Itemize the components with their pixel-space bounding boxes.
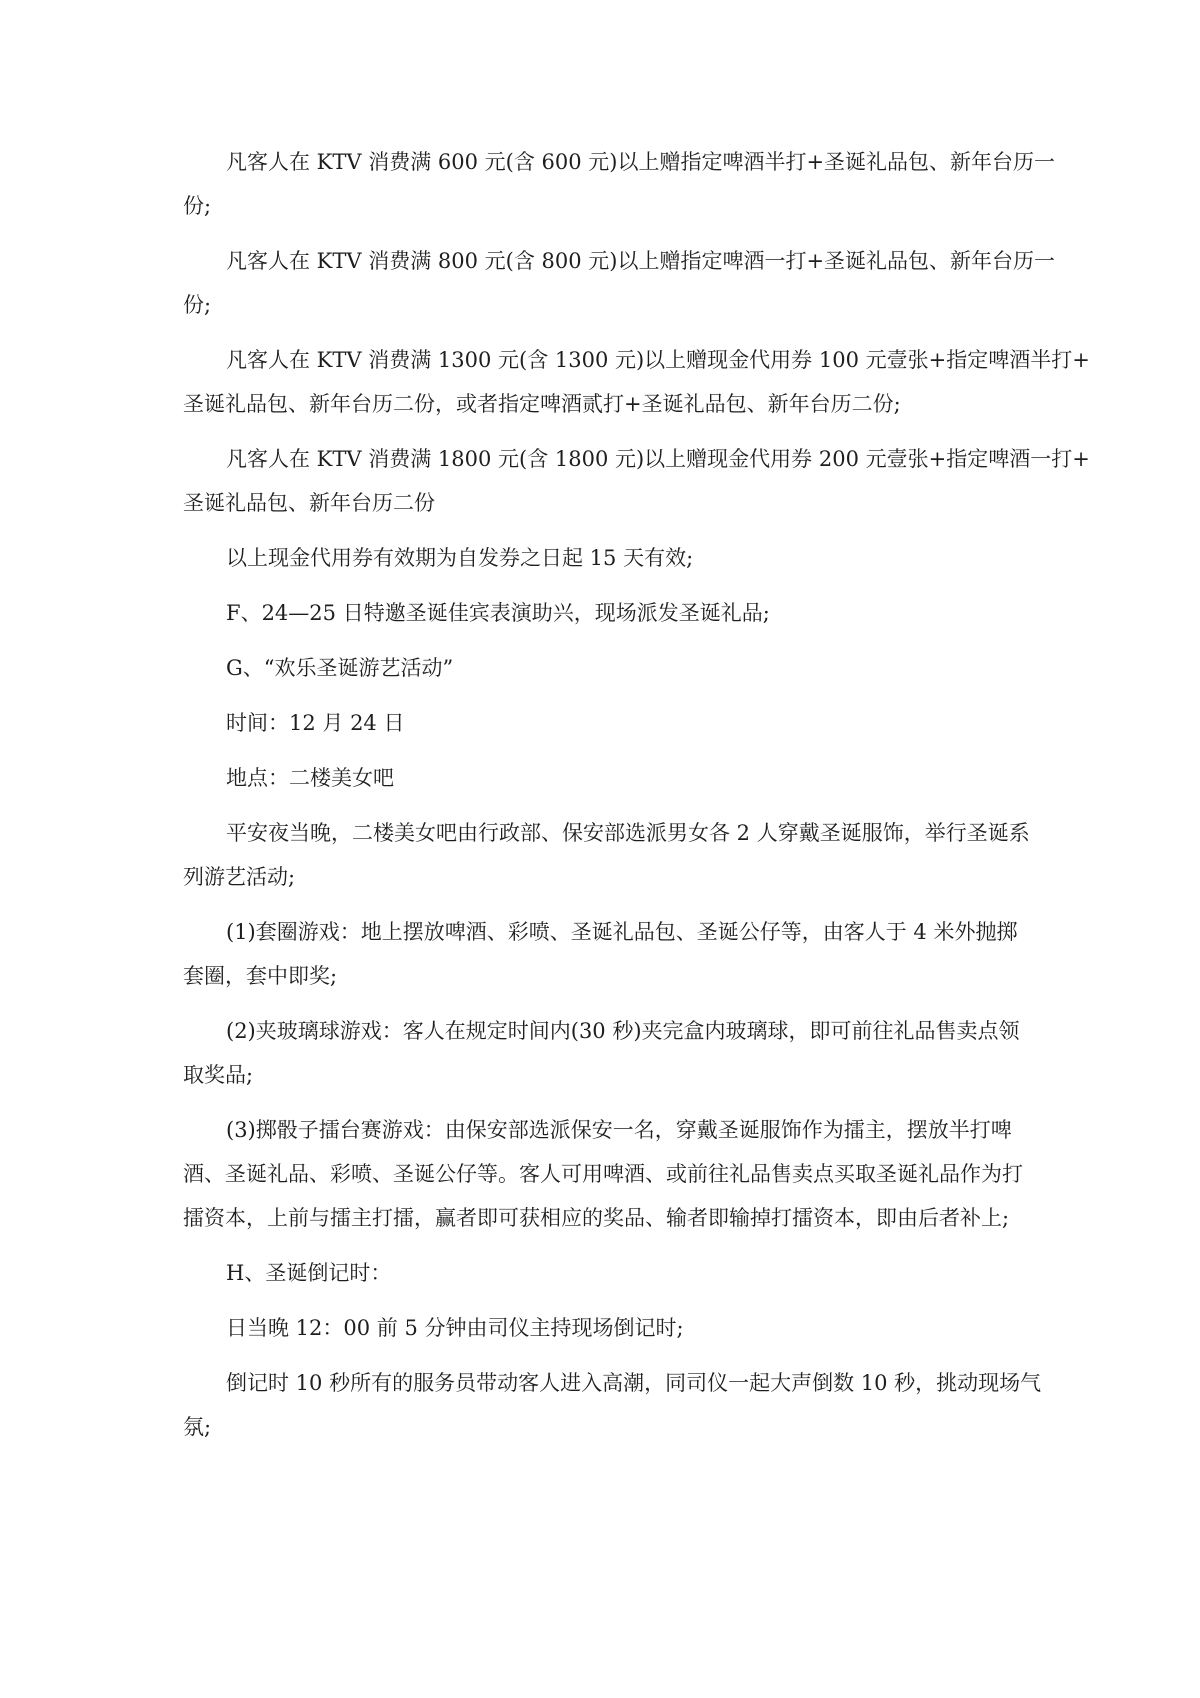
text-line: 份; (183, 293, 212, 317)
text-line: 圣诞礼品包、新年台历二份，或者指定啤酒贰打+圣诞礼品包、新年台历二份; (183, 392, 901, 416)
paragraph (183, 811, 1030, 899)
text-line: 倒记时 10 秒所有的服务员带动客人进入高潮，同司仪一起大声倒数 10 秒，挑动现场气 (226, 1371, 1042, 1395)
text-line: 凡客人在 KTV 消费满 600 元(含 600 元)以上赠指定啤酒半打+圣诞礼品包、新年台历一 (226, 150, 1056, 174)
text-line: (1)套圈游戏：地上摆放啤酒、彩喷、圣诞礼品包、圣诞公仔等，由客人于 4 米外抛掷 (226, 920, 1018, 944)
text-line: F、24—25 日特邀圣诞佳宾表演助兴，现场派发圣诞礼品; (226, 601, 770, 625)
paragraph (183, 1251, 958, 1295)
paragraph (183, 1306, 958, 1350)
text-line: 取奖品; (183, 1063, 254, 1087)
text-line: 列游艺活动; (183, 865, 296, 889)
text-line: 擂资本，上前与擂主打擂，赢者即可获相应的奖品、输者即输掉打擂资本，即由后者补上; (183, 1206, 1010, 1230)
text-line: (3)掷骰子擂台赛游戏：由保安部选派保安一名，穿戴圣诞服饰作为擂主，摆放半打啤 (226, 1118, 1012, 1142)
text-line: 氛; (183, 1415, 212, 1439)
text-line: H、圣诞倒记时： (226, 1261, 392, 1285)
text-line: 凡客人在 KTV 消费满 800 元(含 800 元)以上赠指定啤酒一打+圣诞礼品包、新年台历一 (226, 249, 1056, 273)
paragraph (183, 1009, 1020, 1097)
text-line: 份; (183, 194, 212, 218)
paragraph (183, 701, 958, 745)
paragraph (183, 910, 1018, 998)
text-line: 套圈，套中即奖; (183, 964, 338, 988)
text-line: 凡客人在 KTV 消费满 1800 元(含 1800 元)以上赠现金代用券 200 元壹张+指定啤酒一打+ (226, 447, 1090, 471)
paragraph (183, 239, 1056, 327)
paragraph (183, 437, 1090, 525)
paragraph (183, 338, 1090, 426)
paragraph (183, 536, 958, 580)
text-line: 以上现金代用券有效期为自发券之日起 15 天有效; (226, 546, 694, 570)
document-body (183, 140, 1090, 1460)
text-line: 圣诞礼品包、新年台历二份 (183, 491, 435, 515)
text-line: 酒、圣诞礼品、彩喷、圣诞公仔等。客人可用啤酒、或前往礼品售卖点买取圣诞礼品作为打 (183, 1162, 1023, 1186)
paragraph (183, 1361, 1042, 1449)
text-line: G、“欢乐圣诞游艺活动” (226, 656, 454, 680)
text-line: 平安夜当晚，二楼美女吧由行政部、保安部选派男女各 2 人穿戴圣诞服饰，举行圣诞系 (226, 821, 1030, 845)
paragraph (183, 646, 958, 690)
text-line: 地点：二楼美女吧 (226, 766, 394, 790)
paragraph (183, 1108, 1023, 1240)
text-line: 凡客人在 KTV 消费满 1300 元(含 1300 元)以上赠现金代用券 100 元壹张+指定啤酒半打+ (226, 348, 1090, 372)
text-line: (2)夹玻璃球游戏：客人在规定时间内(30 秒)夹完盒内玻璃球，即可前往礼品售卖点领 (226, 1019, 1020, 1043)
text-line: 日当晚 12：00 前 5 分钟由司仪主持现场倒记时; (226, 1316, 684, 1340)
paragraph (183, 756, 958, 800)
paragraph (183, 591, 958, 635)
text-line: 时间：12 月 24 日 (226, 711, 405, 735)
paragraph (183, 140, 1056, 228)
